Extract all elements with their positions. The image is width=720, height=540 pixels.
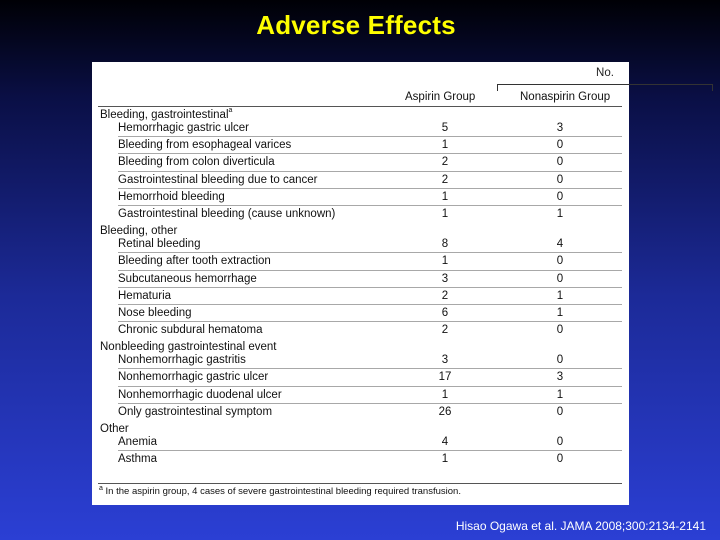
row-label: Anemia bbox=[118, 436, 157, 448]
citation: Hisao Ogawa et al. JAMA 2008;300:2134-2141 bbox=[455, 519, 706, 533]
category-label: Other bbox=[100, 423, 129, 435]
nonaspirin-count: 0 bbox=[556, 156, 564, 169]
table-row bbox=[118, 253, 622, 270]
nonaspirin-count: 3 bbox=[556, 371, 564, 384]
column-group-bracket bbox=[497, 84, 713, 91]
category-heading bbox=[98, 223, 622, 236]
footnote-text: In the aspirin group, 4 cases of severe gastrointestinal bleeding required transfusion. bbox=[105, 486, 461, 498]
aspirin-count: 2 bbox=[441, 156, 449, 169]
aspirin-count: 1 bbox=[441, 190, 449, 203]
nonaspirin-count: 0 bbox=[556, 436, 564, 448]
row-label: Nonhemorrhagic gastric ulcer bbox=[118, 371, 269, 384]
nonaspirin-count: 0 bbox=[556, 272, 564, 285]
aspirin-count: 1 bbox=[441, 255, 449, 268]
category-heading bbox=[98, 421, 622, 434]
row-label: Bleeding from colon diverticula bbox=[118, 156, 275, 169]
nonaspirin-count: 0 bbox=[556, 405, 564, 418]
nonaspirin-count: 0 bbox=[556, 173, 564, 186]
aspirin-count: 2 bbox=[441, 173, 449, 186]
nonaspirin-count: 1 bbox=[556, 388, 564, 401]
table-body bbox=[98, 107, 622, 468]
aspirin-count: 17 bbox=[438, 371, 452, 384]
aspirin-count: 1 bbox=[441, 139, 449, 152]
adverse-effects-table bbox=[92, 62, 629, 505]
row-label: Nose bleeding bbox=[118, 306, 192, 319]
nonaspirin-count: 0 bbox=[556, 453, 564, 466]
row-label: Asthma bbox=[118, 453, 157, 466]
table-row bbox=[118, 305, 622, 322]
table-row bbox=[118, 288, 622, 305]
aspirin-count: 2 bbox=[441, 324, 449, 337]
nonaspirin-count: 0 bbox=[556, 139, 564, 152]
slide-title: Adverse Effects bbox=[256, 10, 456, 40]
row-label: Gastrointestinal bleeding (cause unknown) bbox=[118, 207, 336, 220]
aspirin-count: 6 bbox=[441, 306, 449, 319]
row-label: Chronic subdural hematoma bbox=[118, 324, 263, 337]
row-label: Hematuria bbox=[118, 289, 172, 302]
footnote-marker: a bbox=[99, 485, 103, 492]
row-label: Hemorrhoid bleeding bbox=[118, 190, 225, 203]
nonaspirin-count: 0 bbox=[556, 324, 564, 337]
table-row bbox=[118, 236, 622, 253]
no-label: No. bbox=[596, 67, 614, 79]
nonaspirin-count: 1 bbox=[556, 207, 564, 220]
aspirin-count: 2 bbox=[441, 289, 449, 302]
row-label: Bleeding from esophageal varices bbox=[118, 139, 292, 152]
aspirin-count: 1 bbox=[441, 207, 449, 220]
nonaspirin-count: 0 bbox=[556, 190, 564, 203]
table-row bbox=[118, 120, 622, 137]
aspirin-count: 3 bbox=[441, 272, 449, 285]
aspirin-count: 8 bbox=[441, 238, 449, 251]
nonaspirin-count: 0 bbox=[556, 255, 564, 268]
nonaspirin-count: 3 bbox=[556, 122, 564, 134]
table-row bbox=[118, 322, 622, 339]
row-label: Only gastrointestinal symptom bbox=[118, 405, 273, 418]
nonaspirin-count: 1 bbox=[556, 306, 564, 319]
no-column-group-header bbox=[497, 67, 713, 89]
table-row bbox=[118, 434, 622, 451]
table-row bbox=[118, 352, 622, 369]
table-row bbox=[118, 387, 622, 404]
table-row bbox=[118, 206, 622, 223]
column-header-aspirin: Aspirin Group bbox=[405, 91, 476, 103]
table-row bbox=[118, 451, 622, 468]
table-row bbox=[118, 271, 622, 288]
row-label: Bleeding after tooth extraction bbox=[118, 255, 271, 268]
category-label: Bleeding, other bbox=[100, 225, 178, 238]
column-header-nonaspirin: Nonaspirin Group bbox=[520, 91, 611, 103]
table-row bbox=[118, 369, 622, 386]
row-label: Nonhemorrhagic duodenal ulcer bbox=[118, 388, 282, 401]
aspirin-count: 1 bbox=[441, 388, 449, 401]
table-row bbox=[118, 404, 622, 421]
table-footnote bbox=[99, 485, 461, 497]
nonaspirin-count: 4 bbox=[556, 238, 564, 251]
table-row bbox=[118, 189, 622, 206]
aspirin-count: 4 bbox=[441, 436, 449, 448]
table-row bbox=[118, 137, 622, 154]
category-label: Nonbleeding gastrointestinal event bbox=[100, 341, 277, 354]
nonaspirin-count: 1 bbox=[556, 289, 564, 302]
aspirin-count: 26 bbox=[438, 405, 452, 418]
row-label: Gastrointestinal bleeding due to cancer bbox=[118, 173, 318, 186]
category-footnote-marker: a bbox=[228, 107, 233, 114]
table-row bbox=[118, 172, 622, 189]
category-label: Bleeding, gastrointestinal bbox=[100, 109, 229, 121]
table-row bbox=[118, 154, 622, 171]
aspirin-count: 5 bbox=[441, 122, 449, 134]
aspirin-count: 1 bbox=[441, 453, 449, 466]
footnote-rule bbox=[98, 483, 622, 484]
row-label: Hemorrhagic gastric ulcer bbox=[118, 122, 250, 134]
row-label: Nonhemorrhagic gastritis bbox=[118, 354, 246, 367]
row-label: Retinal bleeding bbox=[118, 238, 201, 251]
nonaspirin-count: 0 bbox=[556, 354, 564, 367]
category-heading bbox=[98, 107, 622, 120]
row-label: Subcutaneous hemorrhage bbox=[118, 272, 257, 285]
category-heading bbox=[98, 339, 622, 352]
aspirin-count: 3 bbox=[441, 354, 449, 367]
